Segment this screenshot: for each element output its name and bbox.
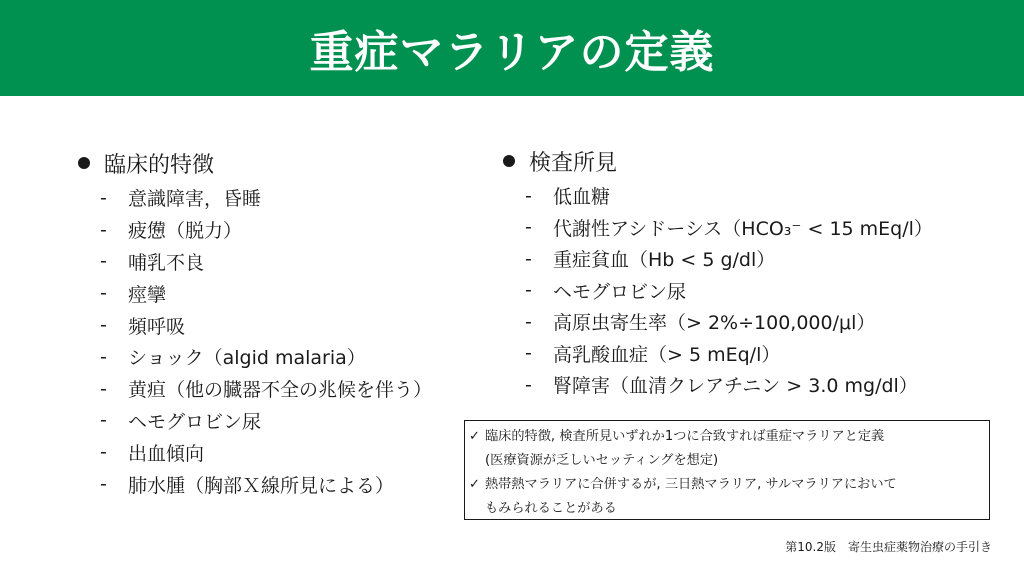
list-item (78, 246, 458, 278)
list-item (78, 436, 458, 468)
note-line (469, 473, 983, 497)
list-item (78, 309, 458, 341)
lab-findings-heading-row (503, 144, 1003, 178)
list-item-text: 高乳酸血症（> 5 mEq/l） (553, 343, 781, 366)
list-item-text: 肺水腫（胸部Ｘ線所見による） (128, 474, 395, 497)
check-icon: ✓ (469, 429, 481, 444)
list-item-text: ヘモグロビン尿 (128, 410, 262, 433)
note-text-continued: もみられることがある (485, 501, 617, 516)
notes-box (464, 420, 990, 520)
dash-icon: - (100, 314, 107, 337)
list-item (78, 405, 458, 437)
list-item (503, 243, 1003, 275)
dash-icon: - (525, 247, 532, 270)
note-text: 熱帯熱マラリアに合併するが, 三日熱マラリア, サルマラリアにおいて (485, 477, 897, 492)
list-item (503, 338, 1003, 370)
list-item-text: 代謝性アシドーシス（HCO₃⁻ < 15 mEq/l） (553, 217, 933, 240)
lab-findings-section (503, 144, 1003, 401)
clinical-features-section (78, 146, 458, 500)
list-item (78, 214, 458, 246)
dash-icon: - (100, 441, 107, 464)
footer-source: 第10.2版 寄生虫症薬物治療の手引き (785, 540, 992, 554)
bullet-dot-icon (78, 157, 90, 169)
title-banner (0, 0, 1024, 96)
dash-icon: - (100, 250, 107, 273)
list-item-text: ヘモグロビン尿 (553, 280, 687, 303)
bullet-dot-icon (503, 155, 515, 167)
dash-icon: - (100, 282, 107, 305)
list-item-text: 頻呼吸 (128, 315, 186, 338)
dash-icon: - (525, 373, 532, 396)
list-item (503, 180, 1003, 212)
page-title: 重症マラリアの定義 (309, 27, 715, 78)
check-icon: ✓ (469, 477, 481, 492)
note-text: 臨床的特徴, 検査所見いずれか1つに合致すれば重症マラリアと定義 (485, 429, 885, 444)
list-item (503, 275, 1003, 307)
dash-icon: - (100, 377, 107, 400)
clinical-features-heading-row (78, 146, 458, 180)
list-item (78, 373, 458, 405)
list-item-text: 腎障害（血清クレアチニン > 3.0 mg/dl） (553, 375, 918, 398)
list-item-text: 高原虫寄生率（> 2%÷100,000/μl） (553, 312, 876, 335)
dash-icon: - (525, 310, 532, 333)
list-item (503, 369, 1003, 401)
list-item (78, 182, 458, 214)
dash-icon: - (100, 218, 107, 241)
list-item (78, 341, 458, 373)
list-item-text: 意識障害，昏睡 (128, 188, 262, 211)
list-item-text: 疲憊（脱力） (128, 220, 243, 243)
dash-icon: - (100, 409, 107, 432)
list-item (78, 468, 458, 500)
lab-findings-list (503, 180, 1003, 401)
note-line (469, 425, 983, 449)
list-item-text: 低血糖 (553, 186, 611, 209)
list-item (78, 277, 458, 309)
dash-icon: - (525, 342, 532, 365)
dash-icon: - (100, 473, 107, 496)
list-item (503, 306, 1003, 338)
list-item-text: 重症貧血（Hb < 5 g/dl） (553, 249, 776, 272)
dash-icon: - (525, 279, 532, 302)
dash-icon: - (100, 345, 107, 368)
list-item-text: 出血傾向 (128, 442, 205, 465)
list-item-text: ショック（algid malaria） (128, 347, 366, 370)
dash-icon: - (100, 186, 107, 209)
lab-findings-heading: 検査所見 (529, 150, 618, 176)
list-item-text: 痙攣 (128, 283, 167, 306)
list-item-text: 黄疸（他の臓器不全の兆候を伴う） (128, 379, 433, 402)
dash-icon: - (525, 216, 532, 239)
list-item (503, 212, 1003, 244)
clinical-features-heading: 臨床的特徴 (104, 152, 215, 178)
note-text-continued: (医療資源が乏しいセッティングを想定) (485, 453, 719, 468)
list-item-text: 哺乳不良 (128, 251, 205, 274)
clinical-features-list (78, 182, 458, 500)
dash-icon: - (525, 184, 532, 207)
